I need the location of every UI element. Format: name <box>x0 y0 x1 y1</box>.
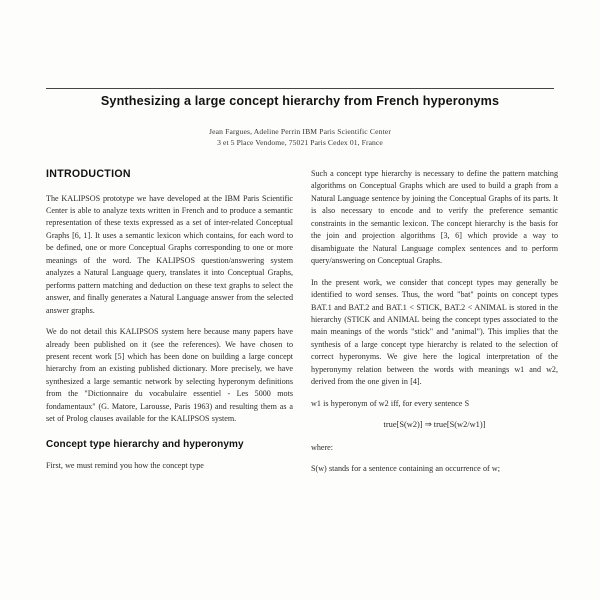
paragraph-intro-3: First, we must remind you how the concept type <box>46 460 204 470</box>
paragraph-intro-1: The KALIPSOS prototype we have developed at the IBM Paris Scientific Center is able to analyze texts written in French and to produce a semantic representation of these texts expressed as a set of inter-related Conceptual Graphs [6, 1]. It uses a semantic lexicon which contains, for each word to be defined, one or more Conceptual Graphs corresponding to one or more meanings of the word. The KALIPSOS question/answering system analyzes a Natural Language query, translates it into Conceptual Graphs, performs pattern matching and deduction on these text graphs to select the answer, and finally generates a Natural Language answer from the selected answer graphs. <box>46 193 293 315</box>
definition-hyperonym-line: w1 is hyperonym of w2 iff, for every sentence S <box>311 398 470 408</box>
where-definition-text: S(w) stands for a sentence containing an occurrence of w; <box>311 464 501 474</box>
title-divider <box>46 88 554 89</box>
affiliation-address-line: 3 et 5 Place Vendome, 75021 Paris Cedex 01, France <box>217 138 383 147</box>
section-heading-introduction: INTRODUCTION <box>46 168 131 180</box>
title-block <box>46 88 554 110</box>
left-column <box>46 168 293 476</box>
paragraph-right-2: In the present work, we consider that concept types may generally be identified to word senses. Thus, the word "bat" points on concept types BAT.1 and BAT.2 and BAT.1 < STICK, BAT.2 < ANIMAL is stored in the hierarchy (STICK and ANIMAL being the concept types associated to the main meanings of the words "stick" and "animal"). This implies that the synthesis of a large concept type hierarchy is related to the selection of correct hyperonyms. We give here the logical interpretation of the hyperonymy relation between the words with meanings w1 and w2, derived from the one given in [4]. <box>311 277 558 387</box>
author-line: Jean Fargues, Adeline Perrin IBM Paris Scientific Center <box>208 127 392 136</box>
right-column <box>311 168 558 476</box>
where-label: where: <box>311 442 334 452</box>
paragraph-right-1: Such a concept type hierarchy is necessary to define the pattern matching algorithms on Conceptual Graphs which are used to build a graph from a Natural Language sentence by joining the Conceptual Graphs of its parts. It is also necessary to encode and to verify the preference semantic constraints in the semantic lexicon. The concept hierarchy is the basis for the join and projection algorithms [3, 6] which provide a way to disambiguate the Natural Language complex sentences and to perform query/answering on Conceptual Graphs. <box>311 169 558 266</box>
subsection-heading-concept-type-hierarchy: Concept type hierarchy and hyperonymy <box>46 438 244 450</box>
author-affiliation-block <box>46 126 554 148</box>
body-columns <box>46 168 558 476</box>
formula-hyperonymy: true[S(w2)] ⇒ true[S(w2/w1)] <box>383 420 486 430</box>
paragraph-intro-2: We do not detail this KALIPSOS system here because many papers have already been published on it (see the references). We have chosen to present recent work [5] which has been done on building a large concept hierarchy from an existing published dictionary. More precisely, we have synthesized a large semantic network by selecting hyperonym definitions from the "Dictionnaire du vocabulaire essentiel - Les 5000 mots fondamentaux" (G. Matore, Larousse, Paris 1963) and resulting them as a set of Prolog clauses available for the KALIPSOS system. <box>46 327 293 424</box>
page-title: Synthesizing a large concept hierarchy from French hyperonyms <box>100 94 500 108</box>
